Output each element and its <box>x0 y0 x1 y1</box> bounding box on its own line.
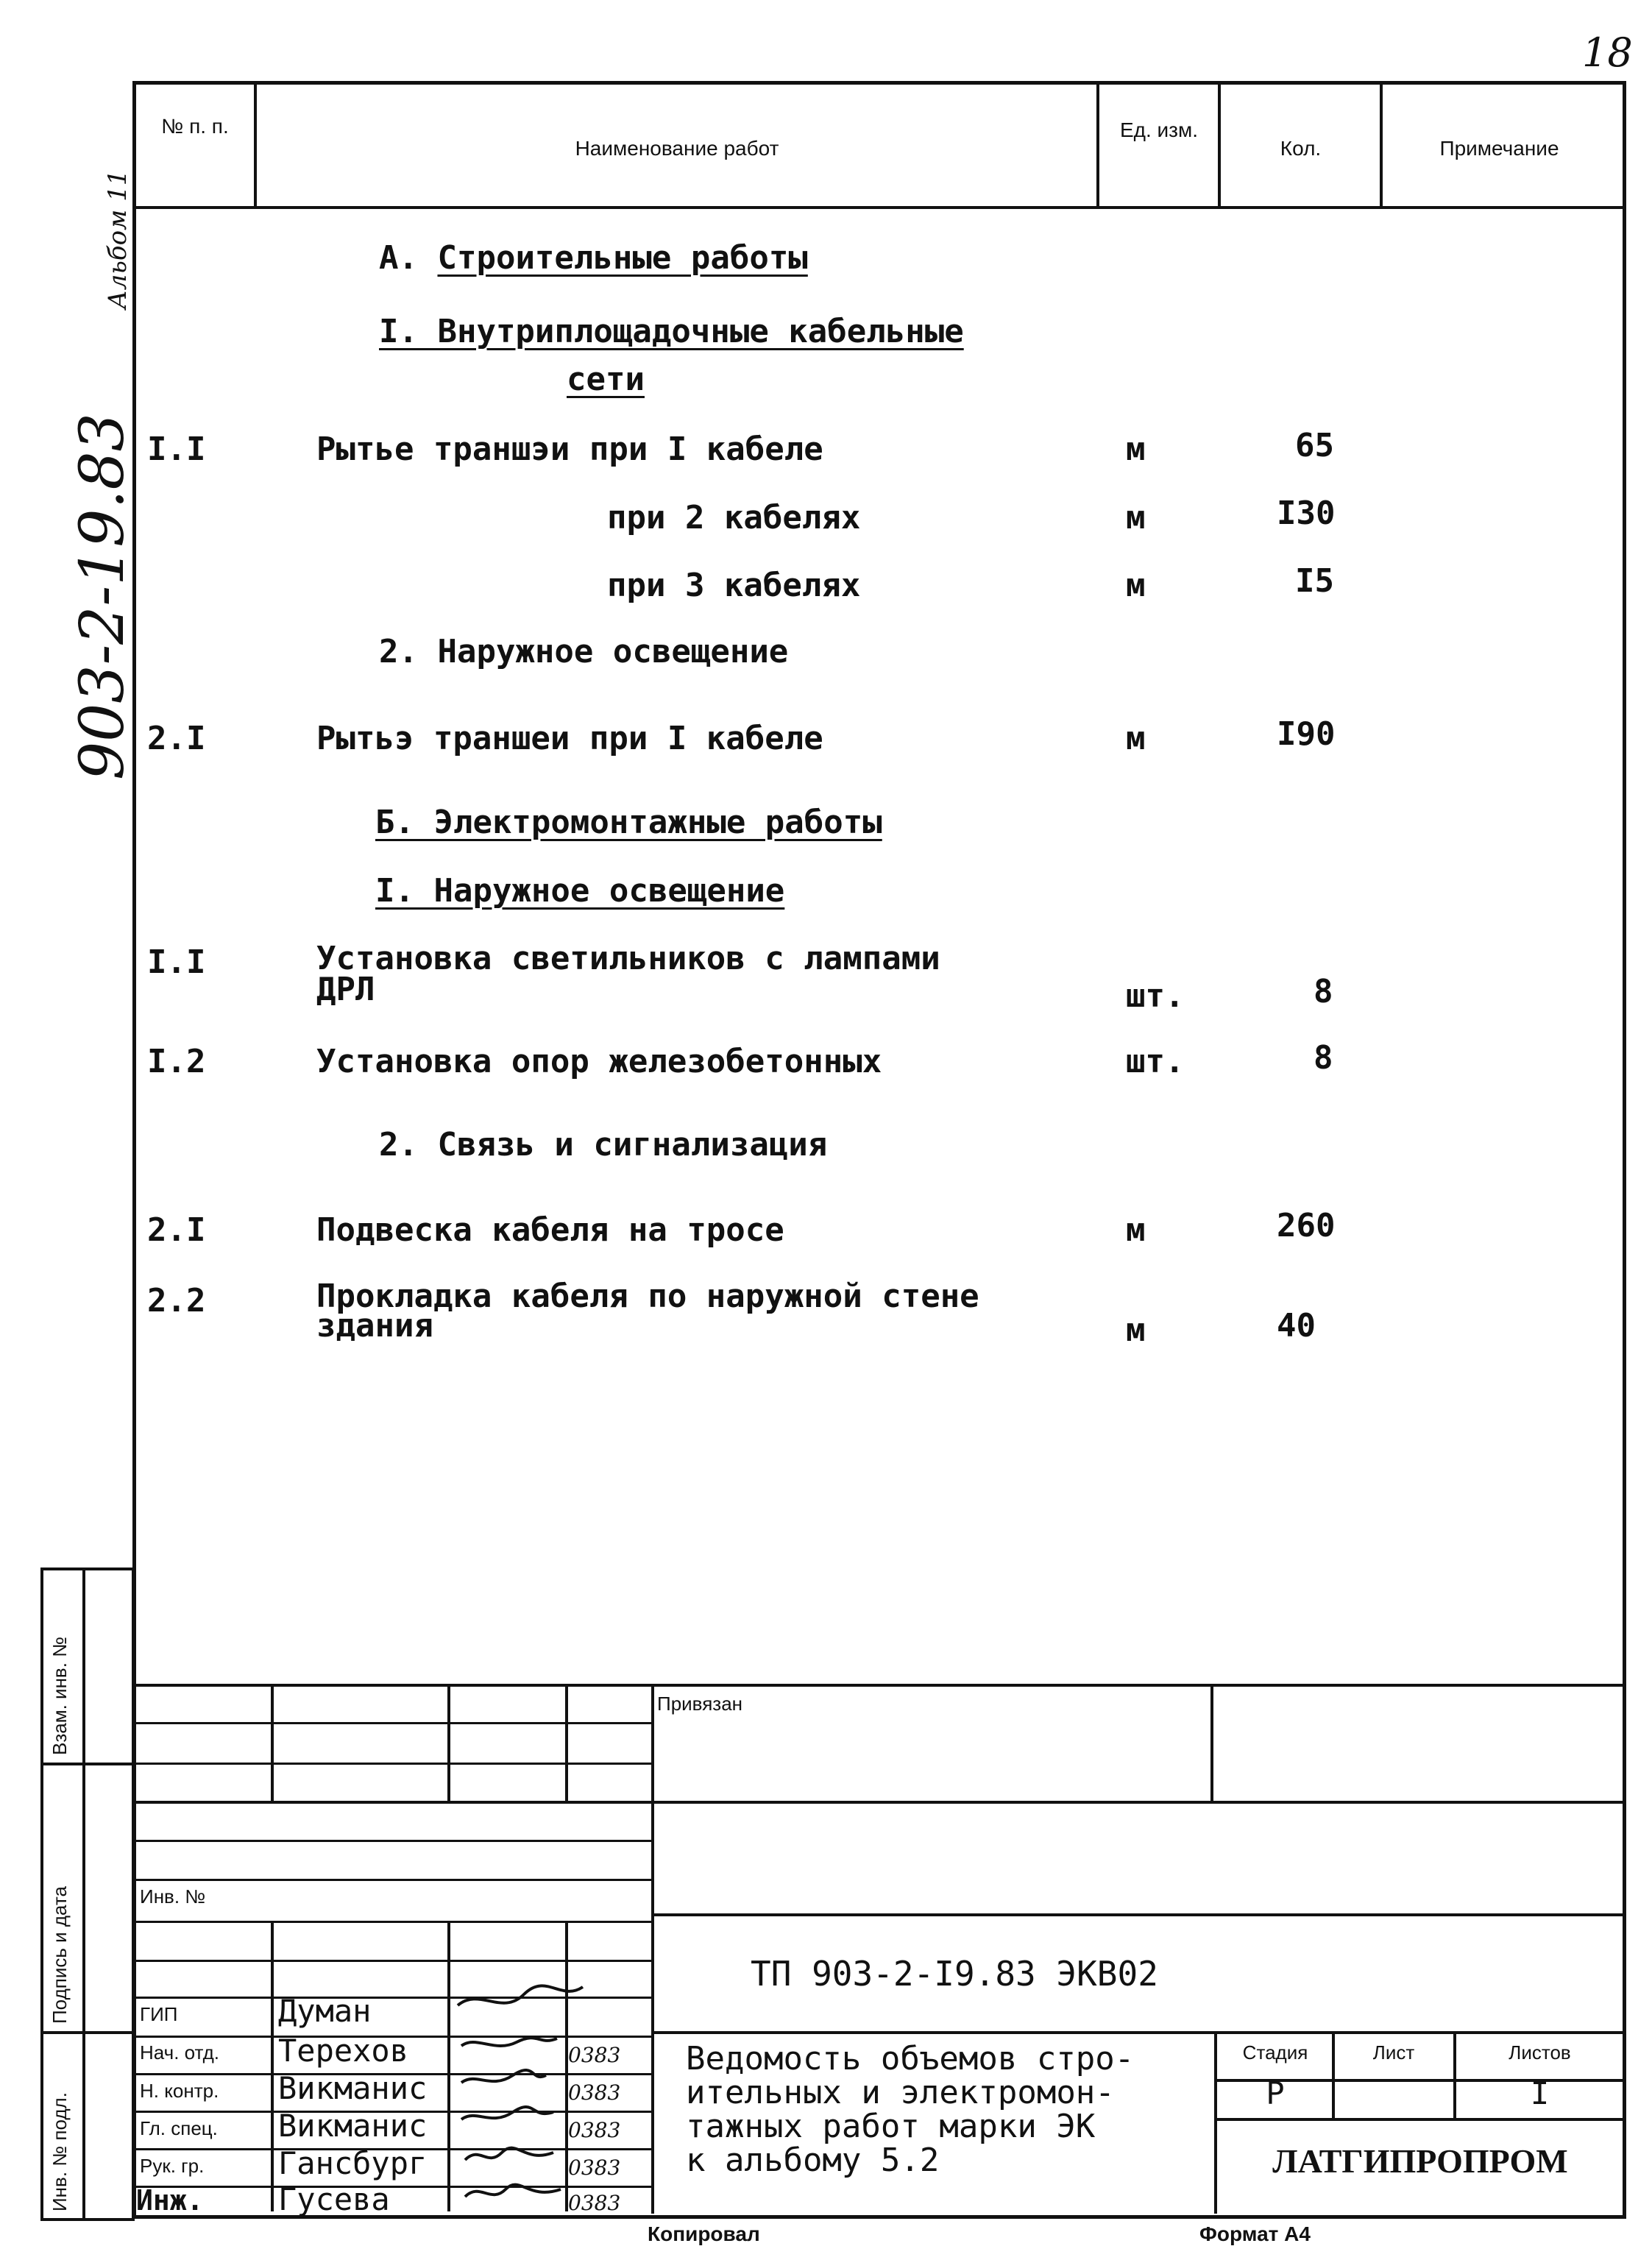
row-unit: м <box>1126 1211 1146 1249</box>
row-name-line1: Установка светильников с лампами <box>316 940 940 977</box>
row-num: I.I <box>147 431 206 468</box>
title-block-top <box>132 1684 1626 1687</box>
sig-name: Гансбург <box>278 2145 428 2181</box>
row-name <box>316 1278 979 1345</box>
section-a-title: А. Строительные работы <box>379 239 808 277</box>
footer-copied: Копировал <box>648 2222 760 2245</box>
row-name-line2: ДРЛ <box>316 971 375 1008</box>
row-qty: 260 <box>1277 1207 1336 1244</box>
sig-date: 0383 <box>568 2191 621 2215</box>
row-num: I.I <box>147 943 206 981</box>
row-name: Подвеска кабеля на тросе <box>316 1211 784 1249</box>
row-name: Установка опор железобетонных <box>316 1043 882 1080</box>
row-num: 2.I <box>147 1211 206 1249</box>
row-unit: м <box>1126 567 1146 604</box>
sheets-value: I <box>1530 2075 1550 2111</box>
row-qty: 40 <box>1277 1307 1316 1345</box>
header-unit: Ед. изм. <box>1119 118 1199 141</box>
sig-date: 0383 <box>568 2080 621 2105</box>
organization-name: ЛАТГИПРОПРОМ <box>1272 2142 1568 2180</box>
row-name-line1: Прокладка кабеля по наружной стене <box>316 1278 979 1315</box>
row-name: Рытьэ траншеи при I кабеле <box>316 720 823 757</box>
field-podpis-data: Подпись и дата <box>49 1885 71 2024</box>
title-line: ительных и электромон- <box>686 2074 1115 2111</box>
row-qty: 8 <box>1314 973 1333 1010</box>
sig-name: Гусева <box>278 2181 390 2217</box>
row-num: I.2 <box>147 1043 206 1080</box>
row-qty: I90 <box>1277 715 1336 753</box>
header-name: Наименование работ <box>575 137 779 160</box>
stage-label: Стадия <box>1242 2041 1308 2064</box>
title-line: Ведомость объемов стро- <box>686 2040 1135 2077</box>
row-unit: м <box>1126 431 1146 468</box>
row-num: 2.I <box>147 720 206 757</box>
section-a1-title-line1: I. Внутриплощадочные кабельные <box>379 313 964 350</box>
sig-name: Викманис <box>278 2070 428 2106</box>
row-qty: I5 <box>1295 562 1334 600</box>
section-b1-title: I. Наружное освещение <box>375 872 785 910</box>
sig-role: Гл. спец. <box>140 2117 218 2139</box>
row-name <box>316 940 940 1008</box>
field-vzam-inv: Взам. инв. № <box>49 1636 71 1755</box>
sig-date: 0383 <box>568 2043 621 2067</box>
sig-date: 0383 <box>568 2118 621 2142</box>
row-qty: 8 <box>1314 1039 1333 1077</box>
section-b2-title: 2. Связь и сигнализация <box>379 1126 828 1163</box>
sig-date: 0383 <box>568 2155 621 2180</box>
title-line: к альбому 5.2 <box>686 2142 940 2179</box>
field-inv-podl: Инв. № подл. <box>49 2092 71 2211</box>
row-name-line2: здания <box>316 1307 433 1345</box>
section-b-title: Б. Электромонтажные работы <box>375 804 882 841</box>
section-a-title-text: Строительные работы <box>437 239 808 277</box>
row-name: Рытье траншэи при I кабеле <box>316 431 823 468</box>
row-qty: I30 <box>1277 495 1336 532</box>
sig-role: Нач. отд. <box>140 2041 219 2064</box>
row-unit: м <box>1126 720 1146 757</box>
signature-scribbles <box>450 1972 590 2215</box>
header-divider <box>132 206 1626 209</box>
sig-role: ГИП <box>140 2003 178 2025</box>
sig-role: Рук. гр. <box>140 2155 205 2177</box>
sig-role: Н. контр. <box>140 2080 219 2102</box>
sig-name: Думан <box>278 1993 372 2029</box>
inv-no-label: Инв. № <box>140 1885 206 1907</box>
row-unit: м <box>1126 1311 1146 1349</box>
main-frame <box>132 81 1626 2219</box>
sheets-label: Листов <box>1509 2041 1571 2064</box>
section-a2-title: 2. Наружное освещение <box>379 633 789 670</box>
title-line: тажных работ марки ЭК <box>686 2108 1096 2145</box>
row-unit: м <box>1126 499 1146 536</box>
sig-name: Викманис <box>278 2108 428 2144</box>
document-code: ТП 903-2-I9.83 ЭКВ02 <box>751 1954 1158 1994</box>
header-num: № п. п. <box>161 115 229 138</box>
row-unit: шт. <box>1126 977 1185 1015</box>
row-name: при 3 кабелях <box>607 567 861 604</box>
album-code: 903-2-19.83 <box>68 413 138 780</box>
header-note: Примечание <box>1439 137 1559 160</box>
row-qty: 65 <box>1295 427 1334 464</box>
page-number: 18 <box>1582 29 1633 76</box>
row-num: 2.2 <box>147 1282 206 1319</box>
stage-value: Р <box>1266 2075 1285 2111</box>
row-unit: шт. <box>1126 1043 1185 1080</box>
document-title <box>686 2042 1134 2178</box>
sig-name: Терехов <box>278 2033 409 2069</box>
footer-format: Формат А4 <box>1199 2222 1311 2245</box>
album-label: Альбом 11 <box>103 169 132 309</box>
sig-role: Инж. <box>136 2184 204 2217</box>
section-a1-title-line2: сети <box>567 361 645 398</box>
sheet-label: Лист <box>1372 2041 1415 2064</box>
row-name: при 2 кабелях <box>607 499 861 536</box>
header-qty: Кол. <box>1280 137 1322 160</box>
privyazan-label: Привязан <box>657 1693 743 1715</box>
